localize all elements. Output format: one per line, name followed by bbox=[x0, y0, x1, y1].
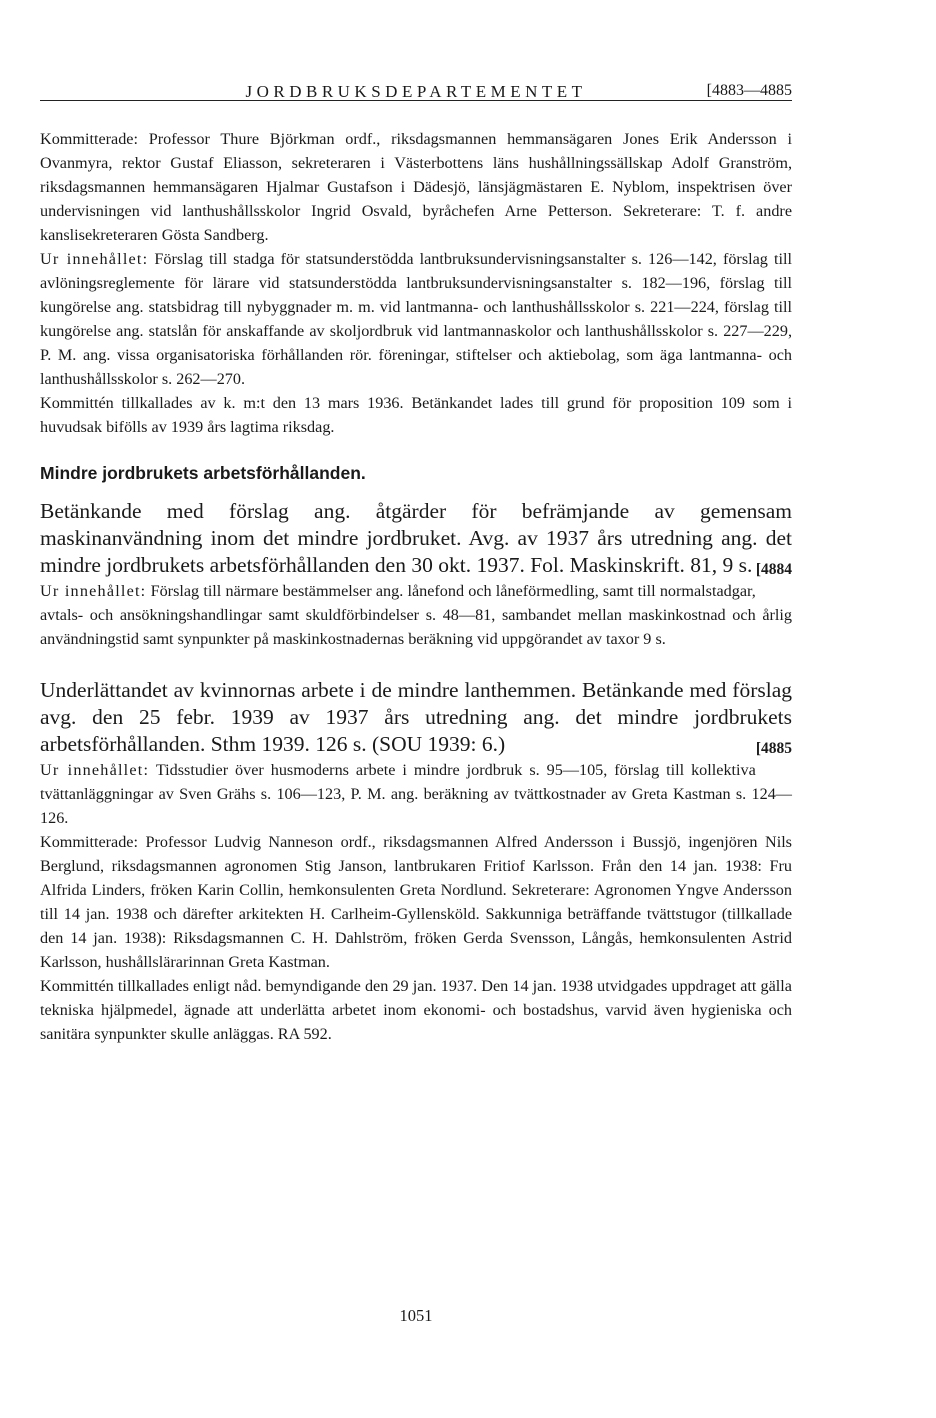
running-head bbox=[40, 72, 792, 101]
entry-4885-appointment: Kommittén tillkallades enligt nåd. bemyndigande den 29 jan. 1937. Den 14 jan. 1938 utvidgades uppdraget att gälla tekniska hjälpmedel, ägnade att underlätta arbetet inom ekonomi- och bostadshus, varvid även hygieniska och sanitära synpunkter skulle anläggas. RA 592. bbox=[40, 977, 792, 1043]
department-title: JORDBRUKSDEPARTEMENTET bbox=[245, 82, 587, 101]
entry-4884-ref: [4884 bbox=[755, 561, 792, 578]
contents-text: Förslag till stadga för statsunderstödda lantbruksundervisningsanstalter s. 126—142, förslag till avlöningsreglemente för lärare vid statsunderstödda lantbruksundervisningsanstalter s. 182—196, förslag till kungörelse ang. statsbidrag till nybyggnader m. m. vid lantmanna- och lanthushållsskolor s. 221—224, förslag till kungörelse ang. statslån för anskaffande av skoljordbruk vid lantmannaskolor och lanthushållsskolor s. 227—229, P. M. ang. vissa organisatoriska förhållanden rör. föreningar, stiftelser och aktiebolag, som äga lantmanna- och lanthushållsskolor s. 262—270. bbox=[40, 250, 792, 388]
committee-members-paragraph: Kommitterade: Professor Thure Björkman ordf., riksdagsmannen hemmansägaren Jones Erik Andersson i Ovanmyra, rektor Gustaf Eliasson, sekreteraren i Västerbottens läns hushållningssällskap Adolf Granström, riksdagsmannen hemmansägaren Hjalmar Gustafson i Dädesjö, länsjägmästaren E. Nyblom, inspektrisen över undervisningen vid lanthushållsskolor Ingrid Osvald, byråchefen Arne Petterson. Sekreterare: T. f. andre kanslisekreteraren Gösta Sandberg. bbox=[40, 130, 792, 244]
entry-4884-contents-text: Förslag till närmare bestämmelser ang. lånefond och låneförmedling, samt till normalstadgar, avtals- och ansökningshandlingar samt skuldförbindelser s. 48—81, sambandet mellan maskinkostnad och årlig användningstid samt synpunkter på maskinkostnadernas beräkning vid uppgörandet av taxor 9 s. bbox=[40, 582, 792, 648]
entry-4885-title-text: Underlättandet av kvinnornas arbete i de mindre lanthemmen. Betänkande med förslag avg. den 25 febr. 1939 av 1937 års utredning ang. det mindre jordbrukets arbetsförhållanden. Sthm 1939. 126 s. (SOU 1939: 6.) bbox=[40, 678, 792, 756]
contents-label: Ur innehållet: bbox=[40, 250, 149, 268]
entry-4884-contents-label: Ur innehållet: bbox=[40, 582, 147, 600]
entry-4885-contents-label: Ur innehållet: bbox=[40, 761, 150, 779]
appointment-paragraph: Kommittén tillkallades av k. m:t den 13 mars 1936. Betänkandet lades till grund för proposition 109 som i huvudsak bifölls av 1939 års lagtima riksdag. bbox=[40, 394, 792, 436]
entry-4885-title bbox=[40, 677, 792, 758]
page-number: 1051 bbox=[399, 1306, 433, 1325]
entry-4884-title-text: Betänkande med förslag ang. åtgärder för befrämjande av gemensam maskinanvändning inom det mindre jordbruket. Avg. av 1937 års utredning ang. det mindre jordbrukets arbetsförhållanden den 30 okt. 1937. Fol. Maskinskrift. 81, 9 s. bbox=[40, 499, 792, 577]
reference-range: [4883—4885 bbox=[706, 82, 792, 99]
document-page bbox=[40, 72, 792, 1325]
entry-4885-committee: Kommitterade: Professor Ludvig Nanneson ordf., riksdagsmannen Alfred Andersson i Bussjö, ingenjören Nils Berglund, riksdagsmannen agronomen Stig Janson, lantbrukaren Fritiof Karlsson. Från den 14 jan. 1938: Fru Alfrida Linders, fröken Karin Collin, hemkonsulenten Greta Nordlund. Sekreterare: Agronomen Yngve Andersson till 14 jan. 1938 och därefter arkitekten H. Carlheim-Gyllensköld. Sakkunniga beträffande tvättstugor (tillkallade den 14 jan. 1938): Riksdagsmannen C. H. Dahlström, fröken Gerda Svensson, Långås, hemkonsulenten Astrid Karlsson, hushållslärarinnan Greta Kastman. bbox=[40, 833, 792, 971]
entry-4884-title bbox=[40, 498, 792, 579]
contents-paragraph bbox=[40, 247, 792, 391]
entry-4885-ref: [4885 bbox=[755, 740, 792, 757]
entry-4885-contents bbox=[40, 758, 792, 830]
section-heading: Mindre jordbrukets arbetsförhållanden. bbox=[40, 463, 366, 483]
entry-4884-contents bbox=[40, 579, 792, 651]
entry-4885-contents-text: Tidsstudier över husmoderns arbete i mindre jordbruk s. 95—105, förslag till kollektiva tvättanläggningar av Sven Grähs s. 106—123, P. M. ang. beräkning av tvättkostnader av Greta Kastman s. 124—126. bbox=[40, 761, 792, 827]
